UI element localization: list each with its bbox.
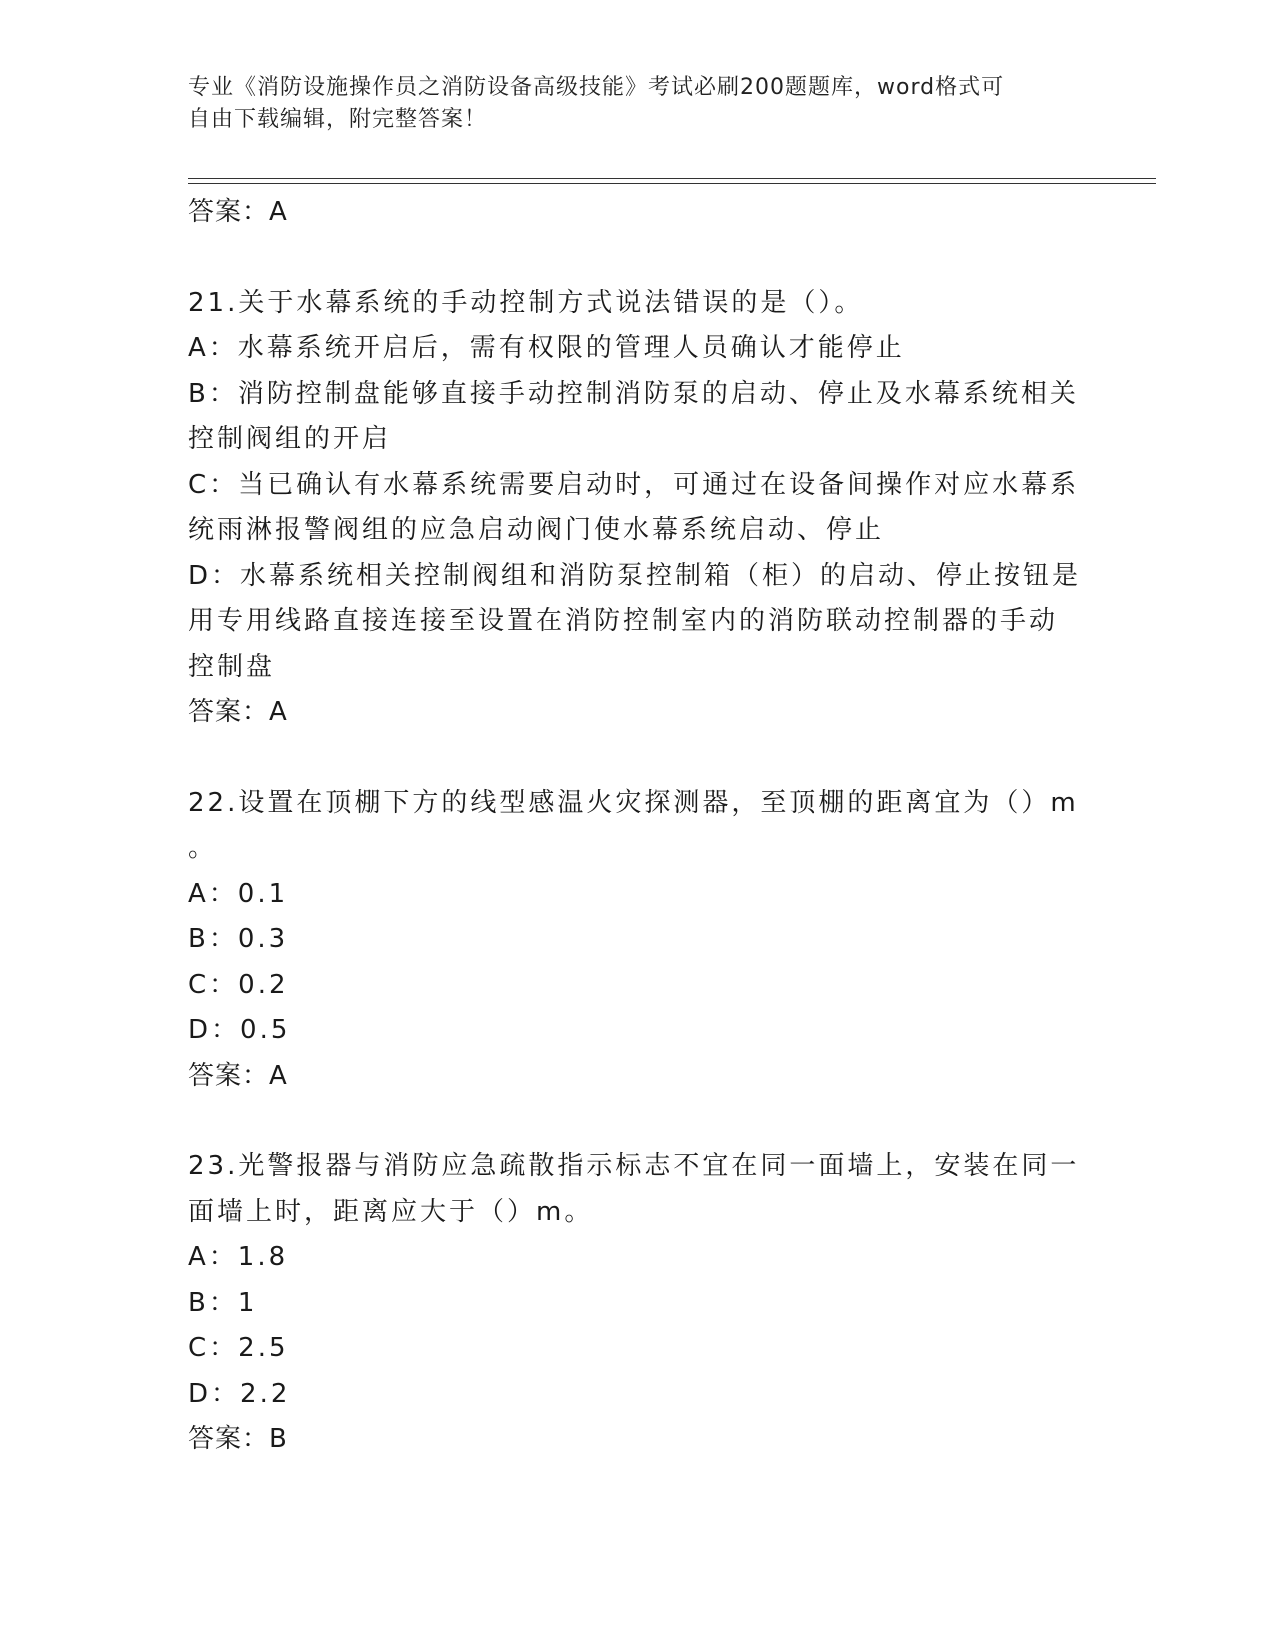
option-d: D：0.5 bbox=[188, 1015, 291, 1045]
option-b: B：1 bbox=[188, 1287, 258, 1318]
question-stem: 22.设置在顶棚下方的线型感温火灾探测器，至顶棚的距离宜为（）m bbox=[188, 787, 1079, 818]
option-b-continued: 控制阀组的开启 bbox=[188, 424, 392, 454]
header-rule-bottom bbox=[188, 183, 1156, 184]
option-a: A：1.8 bbox=[188, 1242, 289, 1272]
header-line-2: 自由下载编辑，附完整答案！ bbox=[188, 107, 488, 132]
question-stem: 21.关于水幕系统的手动控制方式说法错误的是（）。 bbox=[188, 287, 864, 318]
option-d-continued-2: 控制盘 bbox=[188, 651, 276, 682]
spacer bbox=[188, 1099, 1088, 1144]
question-stem-continued: 。 bbox=[188, 833, 218, 863]
option-b: B：消防控制盘能够直接手动控制消防泵的启动、停止及水幕系统相关 bbox=[188, 378, 1079, 409]
question-22 bbox=[188, 781, 1088, 1100]
option-c: C：2.5 bbox=[188, 1333, 289, 1363]
answer: 答案：A bbox=[188, 697, 288, 727]
question-stem: 23.光警报器与消防应急疏散指示标志不宜在同一面墙上，安装在同一 bbox=[188, 1151, 1080, 1181]
option-c: C：0.2 bbox=[188, 969, 289, 1000]
answer-previous: 答案：A bbox=[188, 197, 288, 227]
question-list bbox=[188, 190, 1088, 1463]
option-d: D：2.2 bbox=[188, 1378, 291, 1409]
header-rule-top bbox=[188, 178, 1156, 179]
option-a: A：0.1 bbox=[188, 878, 289, 909]
spacer bbox=[188, 736, 1088, 781]
option-d: D：水幕系统相关控制阀组和消防泵控制箱（柜）的启动、停止按钮是 bbox=[188, 560, 1082, 591]
option-b: B：0.3 bbox=[188, 924, 289, 954]
option-c-continued: 统雨淋报警阀组的应急启动阀门使水幕系统启动、停止 bbox=[188, 515, 885, 545]
option-c: C：当已确认有水幕系统需要启动时，可通过在设备间操作对应水幕系 bbox=[188, 469, 1080, 500]
question-stem-continued: 面墙上时，距离应大于（）m。 bbox=[188, 1196, 594, 1227]
page-header bbox=[188, 72, 1068, 136]
answer: 答案：B bbox=[188, 1424, 288, 1454]
header-line-1: 专业《消防设施操作员之消防设备高级技能》考试必刷200题题库，word格式可 bbox=[188, 75, 1005, 100]
spacer bbox=[188, 236, 1088, 281]
question-21 bbox=[188, 281, 1088, 736]
answer: 答案：A bbox=[188, 1060, 288, 1091]
question-23 bbox=[188, 1144, 1088, 1463]
option-d-continued: 用专用线路直接连接至设置在消防控制室内的消防联动控制器的手动 bbox=[188, 606, 1059, 636]
option-a: A：水幕系统开启后，需有权限的管理人员确认才能停止 bbox=[188, 333, 905, 363]
